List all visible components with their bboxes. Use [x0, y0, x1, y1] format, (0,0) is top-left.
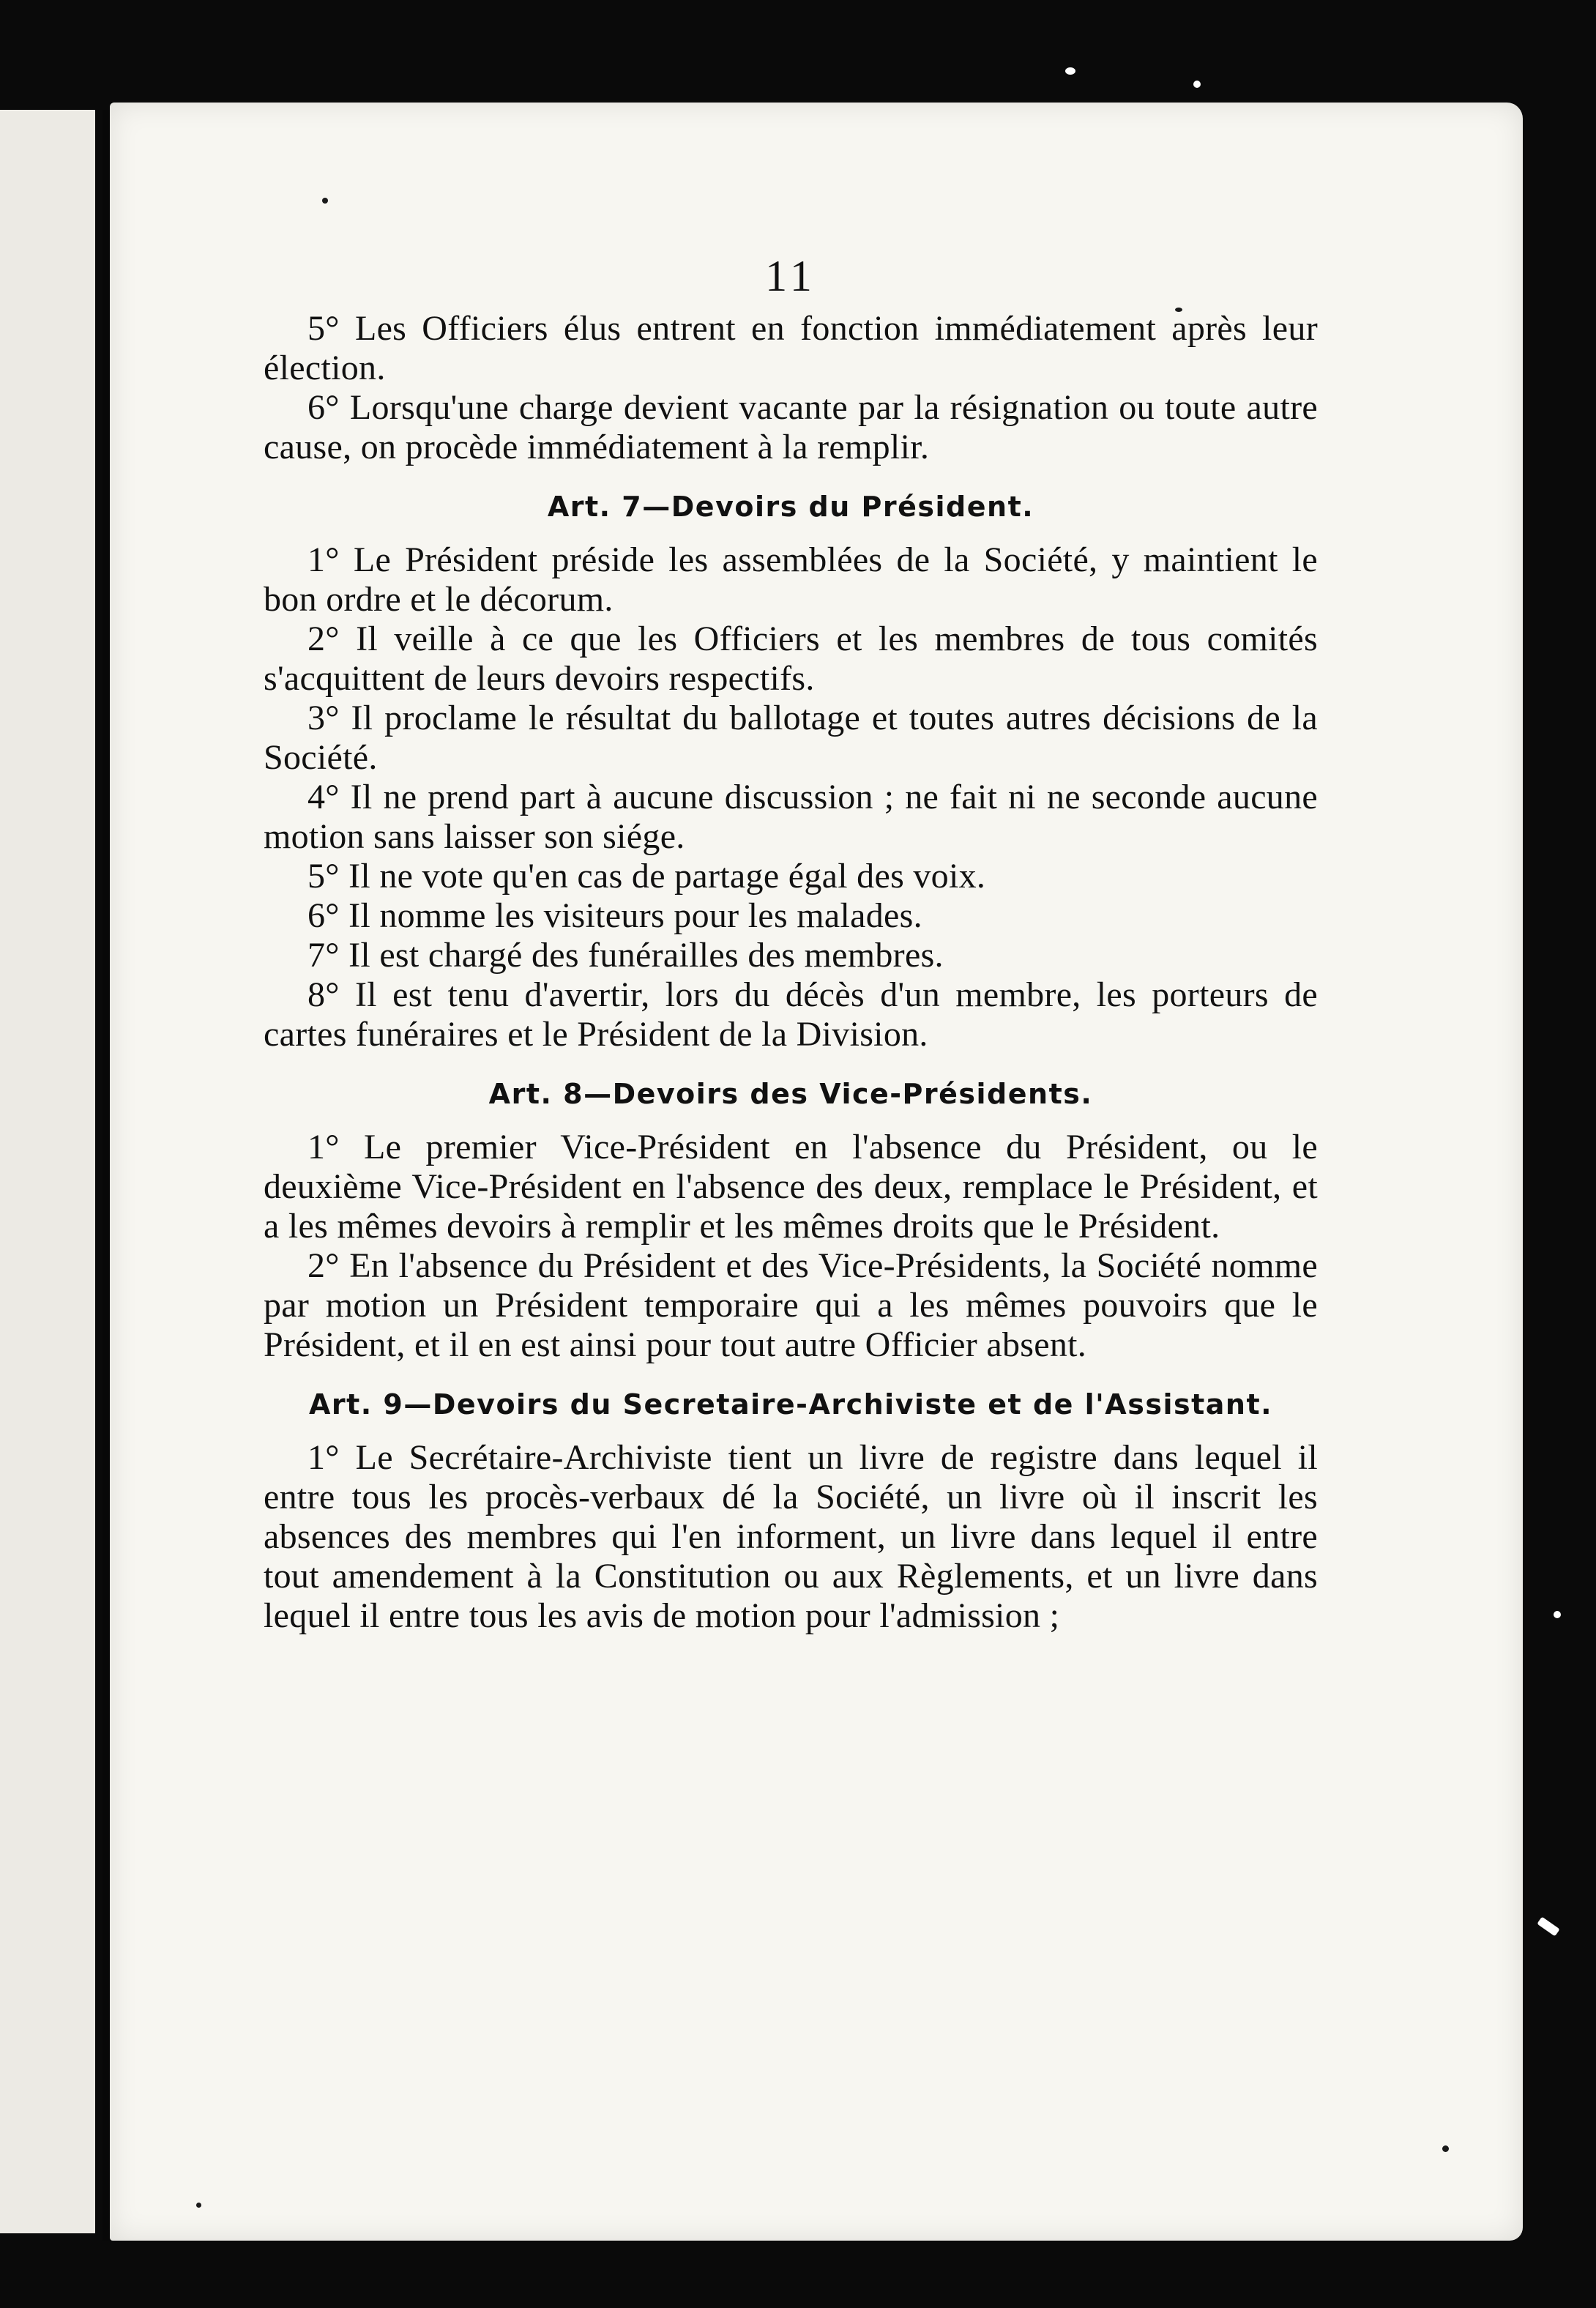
- document-text: [264, 252, 1318, 1636]
- paragraph-secretaire-1: 1° Le Secrétaire-Archiviste tient un livre de registre dans lequel il entre tous les procès-verbaux dé la Société, un livre où il inscrit les absences des membres qui l'en informent, un livre dans lequel il entre tout amendement à la Constitution ou aux Règlements, et un livre dans lequel il entre tous les avis de motion pour l'admission ;: [264, 1438, 1318, 1635]
- paragraph-president-7: 7° Il est chargé des funérailles des membres.: [307, 936, 944, 975]
- paragraph-president-6: 6° Il nomme les visiteurs pour les malades.: [307, 896, 922, 935]
- heading-art-9: Art. 9—Devoirs du Secretaire-Archiviste et de l'Assistant.: [308, 1388, 1273, 1421]
- previous-page-edge: [0, 110, 95, 2233]
- scan-speck: [1065, 67, 1075, 75]
- binding-shadow: [102, 110, 110, 2241]
- page-number: 11: [765, 252, 816, 300]
- scan-speck: [1537, 1916, 1559, 1936]
- paragraph-vice-president-2: 2° En l'absence du Président et des Vice-Présidents, la Société nomme par motion un Président temporaire qui a les mêmes pouvoirs que le Président, et il en est ainsi pour tout autre Officier absent.: [264, 1246, 1318, 1364]
- paragraph-vice-president-1: 1° Le premier Vice-Président en l'absence du Président, ou le deuxième Vice-Président en l'absence des deux, remplace le Président, et a les mêmes devoirs à remplir et les mêmes droits que le Président.: [264, 1128, 1318, 1246]
- paragraph-president-3: 3° Il proclame le résultat du ballotage et toutes autres décisions de la Société.: [264, 699, 1318, 777]
- paragraph-president-2: 2° Il veille à ce que les Officiers et les membres de tous comités s'acquittent de leurs devoirs respectifs.: [264, 619, 1318, 698]
- paragraph-officiers-elus: 5° Les Officiers élus entrent en fonction immédiatement après leur élection.: [264, 309, 1318, 387]
- heading-art-7: Art. 7—Devoirs du Président.: [547, 491, 1034, 523]
- scan-speck: [1193, 81, 1201, 88]
- paragraph-president-5: 5° Il ne vote qu'en cas de partage égal des voix.: [307, 857, 986, 896]
- paragraph-president-8: 8° Il est tenu d'avertir, lors du décès d'un membre, les porteurs de cartes funéraires et le Président de la Division.: [264, 975, 1318, 1054]
- heading-art-8: Art. 8—Devoirs des Vice-Présidents.: [488, 1078, 1093, 1110]
- paragraph-charge-vacante: 6° Lorsqu'une charge devient vacante par la résignation ou toute autre cause, on procède immédiatement à la remplir.: [264, 388, 1318, 466]
- scan-speck: [1442, 2145, 1449, 2152]
- scan-speck: [1554, 1611, 1561, 1618]
- scan-speck: [196, 2203, 201, 2208]
- scan-speck: [322, 198, 328, 204]
- paragraph-president-1: 1° Le Président préside les assemblées de la Société, y maintient le bon ordre et le décorum.: [264, 540, 1318, 619]
- paragraph-president-4: 4° Il ne prend part à aucune discussion ; ne fait ni ne seconde aucune motion sans laisser son siége.: [264, 778, 1318, 856]
